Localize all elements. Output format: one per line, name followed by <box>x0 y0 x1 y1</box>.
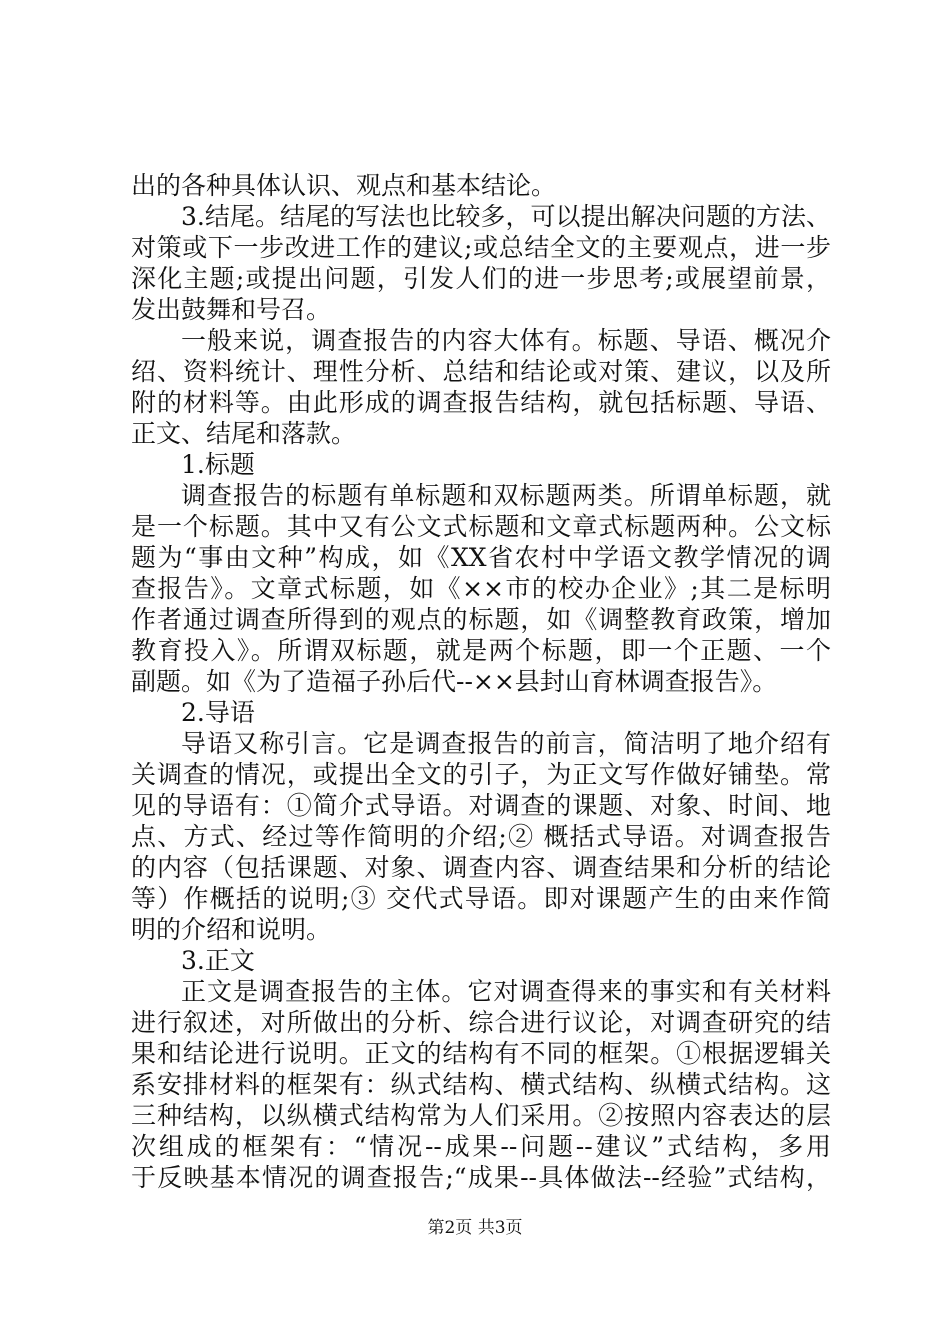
text-line: 作者通过调查所得到的观点的标题，如《调整教育政策，增加 <box>131 605 831 634</box>
text-line: 3.正文 <box>181 946 255 975</box>
text-line: 明的介绍和说明。 <box>131 915 332 944</box>
document-body <box>131 170 831 1193</box>
text-line: 调查报告的标题有单标题和双标题两类。所谓单标题，就 <box>181 481 831 510</box>
text-line: 点、方式、经过等作简明的介绍;② 概括式导语。对调查报告 <box>131 822 831 851</box>
text-line: 系安排材料的框架有：纵式结构、横式结构、纵横式结构。这 <box>131 1070 831 1099</box>
text-line: 题为“事由文种”构成，如《XX省农村中学语文教学情况的调 <box>131 543 831 572</box>
text-line: 关调查的情况，或提出全文的引子，为正文写作做好铺垫。常 <box>131 760 831 789</box>
text-line: 绍、资料统计、理性分析、总结和结论或对策、建议，以及所 <box>131 357 831 386</box>
text-line: 等）作概括的说明;③ 交代式导语。即对课题产生的由来作简 <box>131 884 831 913</box>
text-line: 三种结构，以纵横式结构常为人们采用。②按照内容表达的层 <box>131 1101 831 1130</box>
text-line: 正文、结尾和落款。 <box>131 419 357 448</box>
text-line: 一般来说，调查报告的内容大体有。标题、导语、概况介 <box>181 326 831 355</box>
text-line: 导语又称引言。它是调查报告的前言，简洁明了地介绍有 <box>181 729 831 758</box>
text-line: 的内容（包括课题、对象、调查内容、调查结果和分析的结论 <box>131 853 831 882</box>
page-footer: 第2页 共3页 <box>427 1218 523 1238</box>
text-line: 副题。如《为了造福子孙后代--××县封山育林调查报告》。 <box>131 667 778 696</box>
text-line: 3.结尾。结尾的写法也比较多，可以提出解决问题的方法、 <box>181 202 831 231</box>
text-line: 次组成的框架有：“情况--成果--问题--建议”式结构，多用 <box>131 1132 831 1161</box>
text-line: 于反映基本情况的调查报告;“成果--具体做法--经验”式结构， <box>131 1163 831 1192</box>
text-line: 1.标题 <box>181 450 255 479</box>
text-line: 正文是调查报告的主体。它对调查得来的事实和有关材料 <box>181 977 831 1006</box>
text-line: 附的材料等。由此形成的调查报告结构，就包括标题、导语、 <box>131 388 831 417</box>
text-line: 见的导语有：①简介式导语。对调查的课题、对象、时间、地 <box>131 791 831 820</box>
text-line: 出的各种具体认识、观点和基本结论。 <box>131 171 557 200</box>
text-line: 果和结论进行说明。正文的结构有不同的框架。①根据逻辑关 <box>131 1039 831 1068</box>
text-line: 是一个标题。其中又有公文式标题和文章式标题两种。公文标 <box>131 512 831 541</box>
text-line: 教育投入》。所谓双标题，就是两个标题，即一个正题、一个 <box>131 636 831 665</box>
text-line: 查报告》。文章式标题，如《××市的校办企业》;其二是标明 <box>131 574 831 603</box>
text-line: 进行叙述，对所做出的分析、综合进行议论，对调查研究的结 <box>131 1008 831 1037</box>
text-line: 对策或下一步改进工作的建议;或总结全文的主要观点，进一步 <box>131 233 831 262</box>
text-line: 2.导语 <box>181 698 255 727</box>
text-line: 深化主题;或提出问题，引发人们的进一步思考;或展望前景， <box>131 264 831 293</box>
text-line: 发出鼓舞和号召。 <box>131 295 332 324</box>
